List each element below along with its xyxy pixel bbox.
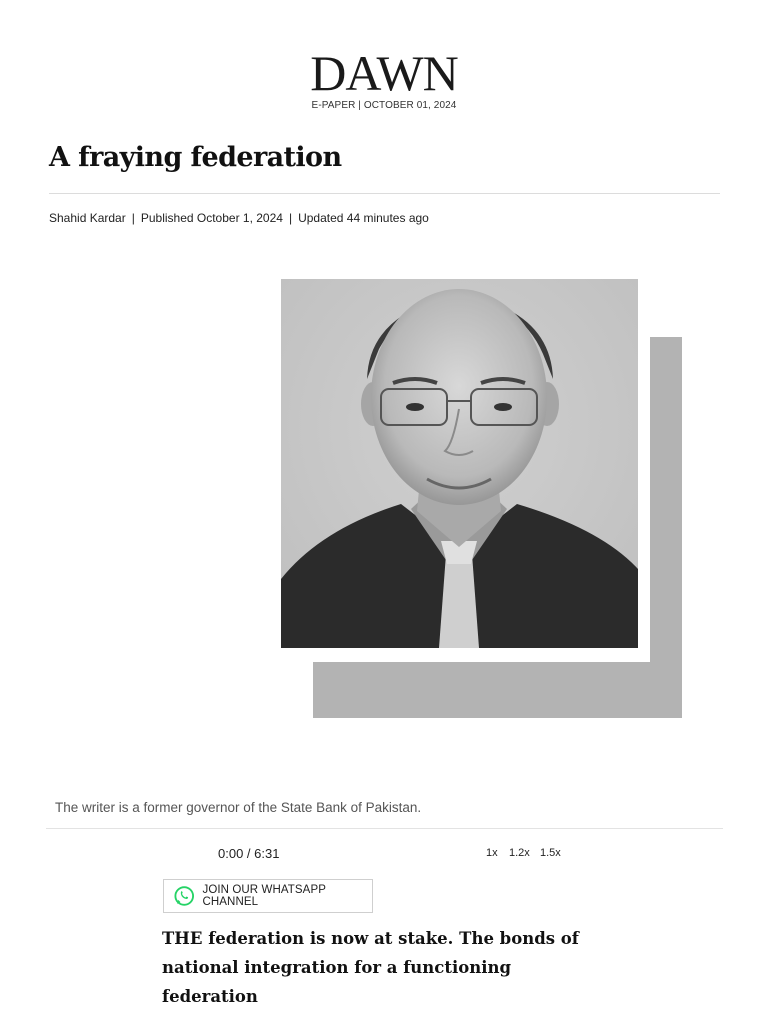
caption-divider [46,828,723,829]
headline-divider [49,193,720,194]
article-meta [49,211,429,225]
updated-time: Updated 44 minutes ago [298,211,429,225]
dawn-logo[interactable]: DAWN [310,45,458,101]
meta-separator: | [131,211,135,225]
article-body [162,924,602,1011]
whatsapp-channel-button[interactable] [163,879,373,913]
body-line-1: THE federation is now at stake. The bonds of [162,929,579,948]
article-headline: A fraying federation [49,142,342,173]
whatsapp-channel-label: JOIN OUR WHATSAPP CHANNEL [202,884,326,908]
photo-caption: The writer is a former governor of the State Bank of Pakistan. [55,800,422,815]
author-link[interactable]: Shahid Kardar [49,211,126,225]
speed-1-5x-button[interactable]: 1.5x [540,847,561,859]
published-date: Published October 1, 2024 [140,211,283,225]
audio-timer: 0:00 / 6:31 [218,846,280,861]
author-portrait-icon [281,279,638,648]
whatsapp-icon [174,885,194,907]
masthead [0,46,768,111]
speed-1-2x-button[interactable]: 1.2x [509,847,530,859]
edition-date: E-PAPER | OCTOBER 01, 2024 [311,100,457,111]
body-line-2: national integration for a functioning federation [162,958,512,1006]
meta-separator: | [288,211,293,225]
speed-1x-button[interactable]: 1x [486,847,498,859]
author-photo [281,279,638,648]
